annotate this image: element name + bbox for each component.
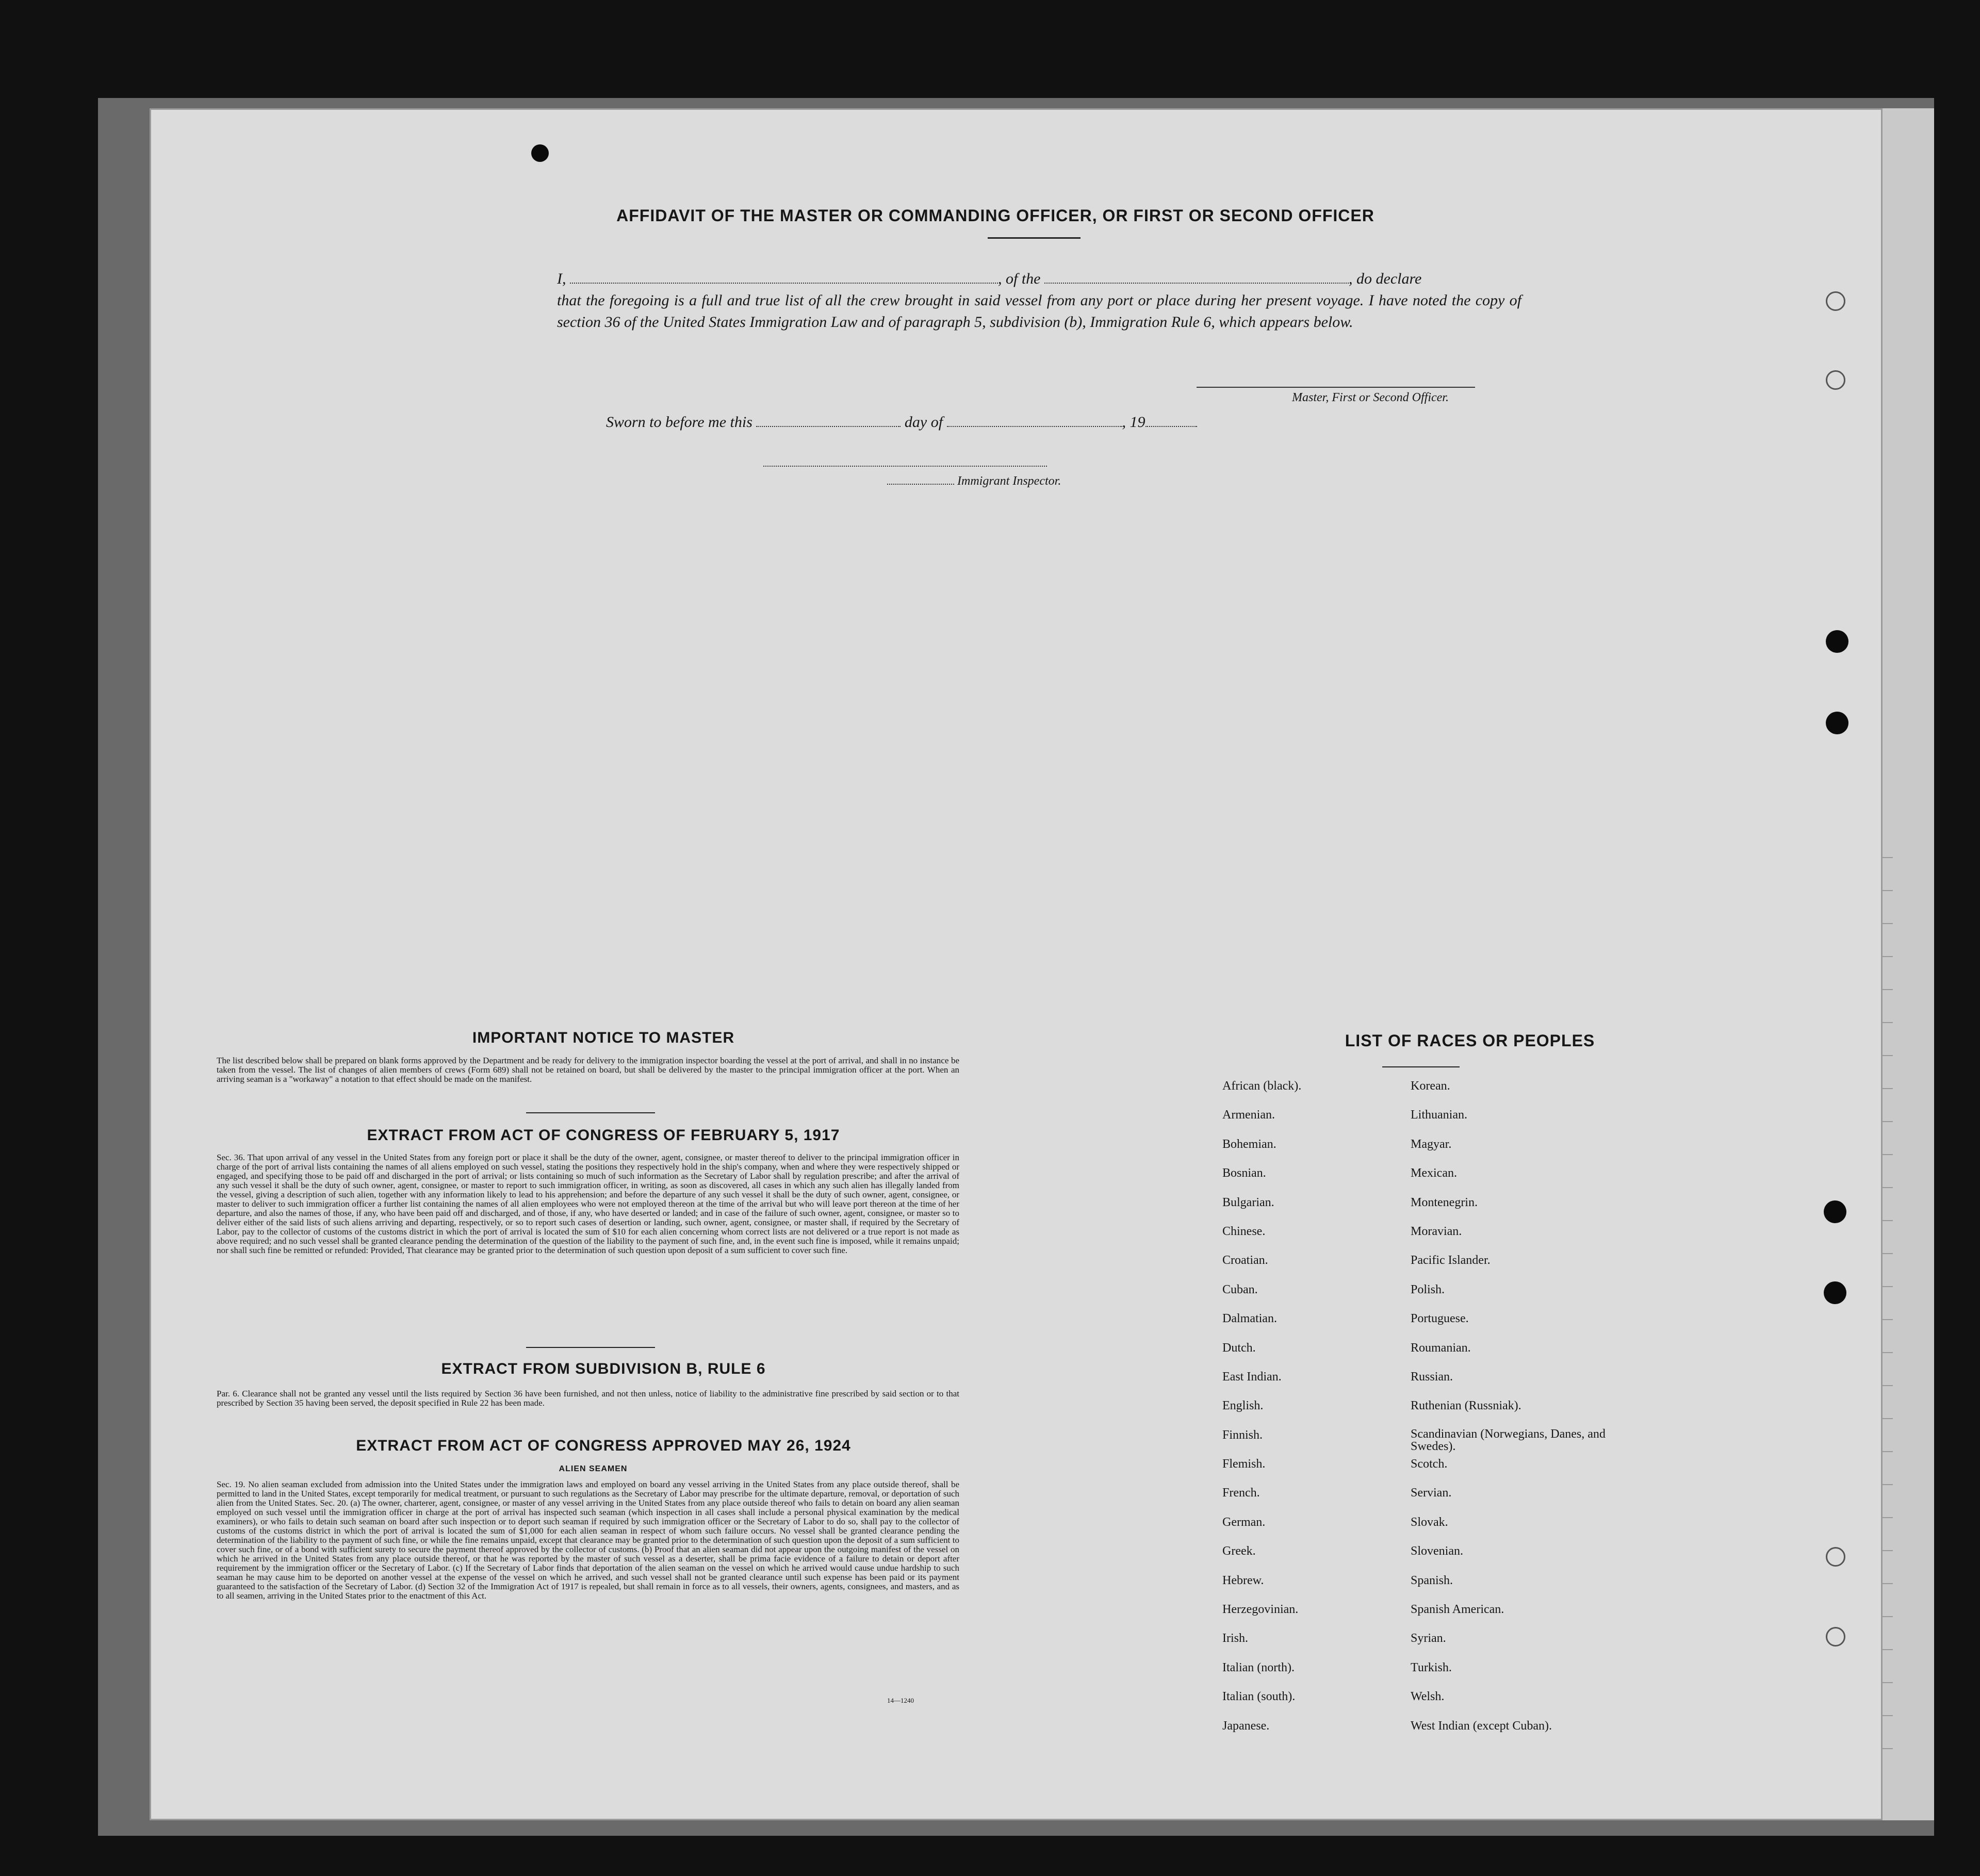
year-label: , 19 bbox=[1122, 414, 1146, 431]
race-item: Polish. bbox=[1411, 1282, 1445, 1296]
name-blank bbox=[570, 269, 998, 284]
race-item: Bosnian. bbox=[1222, 1166, 1266, 1180]
race-item: French. bbox=[1222, 1486, 1260, 1500]
race-item: English. bbox=[1222, 1399, 1264, 1413]
race-item: Flemish. bbox=[1222, 1457, 1266, 1471]
race-item: Hebrew. bbox=[1222, 1573, 1264, 1587]
race-item: Lithuanian. bbox=[1411, 1108, 1467, 1122]
race-item: East Indian. bbox=[1222, 1370, 1282, 1384]
extract-rule6-body: Par. 6. Clearance shall not be granted any vessel until the lists required by Section 36 have been furnished, and not then unless, notice of liability to the administrative fine prescribed by said section or to that prescribed by Section 35 having been served, the deposit specified in Rule 22 has been made. bbox=[217, 1389, 959, 1408]
race-item: Herzegovinian. bbox=[1222, 1603, 1299, 1617]
race-item: Ruthenian (Russniak). bbox=[1411, 1399, 1521, 1413]
notice-rule bbox=[526, 1112, 655, 1113]
race-item: Mexican. bbox=[1411, 1166, 1457, 1180]
affidavit-title: AFFIDAVIT OF THE MASTER OR COMMANDING OFFICER, OR FIRST OR SECOND OFFICER bbox=[616, 206, 1374, 225]
race-item: Magyar. bbox=[1411, 1137, 1452, 1151]
race-item: Greek. bbox=[1222, 1544, 1256, 1558]
race-item: Syrian. bbox=[1411, 1632, 1446, 1645]
races-rule bbox=[1382, 1066, 1460, 1067]
do-declare-label: , do declare bbox=[1349, 270, 1422, 287]
extract-1924-subtitle: ALIEN SEAMEN bbox=[559, 1464, 628, 1473]
master-signature-line bbox=[1197, 387, 1475, 388]
day-blank bbox=[756, 413, 901, 427]
extract-rule6-title: EXTRACT FROM SUBDIVISION B, RULE 6 bbox=[441, 1360, 766, 1377]
races-left-column bbox=[1222, 1079, 1408, 1748]
notice-title: IMPORTANT NOTICE TO MASTER bbox=[472, 1029, 735, 1046]
affidavit-body: that the foregoing is a full and true list of all the crew brought in said vessel from any port or place during her present voyage. I have noted the copy of section 36 of the United States Immigration Law and of paragraph 5, subdivision (b), Immigration Rule 6, which appears below. bbox=[557, 292, 1521, 331]
race-item: Portuguese. bbox=[1411, 1312, 1469, 1326]
race-item: Irish. bbox=[1222, 1632, 1248, 1645]
race-item: Spanish. bbox=[1411, 1573, 1453, 1587]
i-label: I, bbox=[557, 270, 566, 287]
race-item: Welsh. bbox=[1411, 1690, 1445, 1704]
affidavit-title-rule bbox=[988, 237, 1081, 239]
race-item: Armenian. bbox=[1222, 1108, 1275, 1122]
notice-body: The list described below shall be prepared on blank forms approved by the Department and be ready for delivery to the immigration inspector boarding the vessel at the port of arrival, and shall in no instance be taken from the vessel. The list of changes of alien members of crews (Form 689) shall not be retained on board, but shall be delivered by the master to the principal immigration officer at the port. When an arriving seaman is a "workaway" a notation to that effect should be made on the manifest. bbox=[217, 1056, 959, 1084]
race-item: Pacific Islander. bbox=[1411, 1254, 1491, 1268]
day-of-label: day of bbox=[904, 414, 943, 431]
inspector-signature-line bbox=[763, 466, 1047, 467]
race-item: Bulgarian. bbox=[1222, 1195, 1274, 1209]
punch-hole bbox=[1826, 630, 1848, 653]
race-item: Chinese. bbox=[1222, 1224, 1266, 1238]
race-item: Moravian. bbox=[1411, 1224, 1462, 1238]
bleed-through-text bbox=[392, 474, 401, 490]
form-number: 14—1240 bbox=[887, 1697, 914, 1704]
punch-hole bbox=[1826, 291, 1845, 311]
of-the-label: , of the bbox=[998, 270, 1041, 287]
punch-hole bbox=[1824, 1281, 1846, 1304]
punch-hole bbox=[1826, 370, 1845, 390]
race-item: Slovak. bbox=[1411, 1515, 1448, 1529]
inspector-caption: Immigrant Inspector. bbox=[957, 474, 1061, 488]
race-item: Italian (north). bbox=[1222, 1660, 1295, 1674]
race-item: Dutch. bbox=[1222, 1341, 1256, 1355]
extract-1924-title: EXTRACT FROM ACT OF CONGRESS APPROVED MAY 26, 1924 bbox=[356, 1437, 851, 1454]
race-item: Roumanian. bbox=[1411, 1341, 1471, 1355]
punch-hole bbox=[531, 144, 549, 162]
vessel-blank bbox=[1044, 269, 1349, 284]
inspector-dots bbox=[887, 475, 954, 485]
extract-1924-body: Sec. 19. No alien seaman excluded from admission into the United States under the immigration laws and employed on board any vessel arriving in the United States from any place outside thereof, shall be permitted to land in the United States, except temporarily for medical treatment, or pursuant to such regulations as the Secretary of Labor may prescribe for the ultimate departure, removal, or deportation of such alien from the United States. Sec. 20. (a) The owner, charterer, agent, consignee, or master of any vessel arriving in the United States from any place outside thereof who fails to detain on board any alien seaman employed on such vessel until the immigration officer in charge at the port of arrival has inspected such seaman (which inspection in all cases shall include a personal physical examination by the medical examiners), or who fails to detain such seaman on board after such inspection or to deport such seaman if required by such immigration officer or the Secretary of Labor to do so, shall pay to the collector of customs of the customs district in which the port of arrival is located the sum of $1,000 for each alien seaman in respect of whom such failure occurs. No vessel shall be granted clearance pending the determination of the liability to the payment of such fine, or while the fine remains unpaid, except that clearance may be granted prior to the determination of such question upon the deposit of a sum sufficient to cover such fine, or of a bond with sufficient surety to secure the payment thereof approved by the collector of customs. (b) Proof that an alien seaman did not appear upon the outgoing manifest of the vessel on which he arrived in the United States from any place outside thereof, or that he was reported by the master of such vessel as a deserter, shall be prima facie evidence of a failure to detain or deport after requirement by the immigration officer or the Secretary of Labor. (c) If the Secretary of Labor finds that deportation of the alien seaman on the vessel on which he arrived would cause undue hardship to such seaman he may cause him to be deported on another vessel at the expense of the vessel on which he arrived, and such vessel shall not be granted clearance until such expense has been paid or its payment guaranteed to the satisfaction of the Secretary of Labor. (d) Section 32 of the Immigration Act of 1917 is repealed, but shall remain in force as to all vessels, their owners, agents, consignees, and masters, and as to all seamen, arriving in the United States prior to the enactment of this Act. bbox=[217, 1479, 959, 1601]
year-blank bbox=[1146, 413, 1197, 427]
race-item: Slovenian. bbox=[1411, 1544, 1463, 1558]
sworn-label: Sworn to before me this bbox=[606, 414, 752, 431]
extract-1917-title: EXTRACT FROM ACT OF CONGRESS OF FEBRUARY 5, 1917 bbox=[367, 1127, 840, 1144]
punch-hole bbox=[1826, 712, 1848, 734]
punch-hole bbox=[1826, 1547, 1845, 1567]
race-item: Korean. bbox=[1411, 1079, 1450, 1093]
race-item: Spanish American. bbox=[1411, 1603, 1504, 1617]
race-item: African (black). bbox=[1222, 1079, 1302, 1093]
inspector-signature-caption bbox=[887, 474, 1061, 488]
punch-hole bbox=[1824, 1200, 1846, 1223]
extract-1917-rule bbox=[526, 1347, 655, 1348]
race-item: Scotch. bbox=[1411, 1457, 1448, 1471]
race-item: Bohemian. bbox=[1222, 1137, 1277, 1151]
race-item: Turkish. bbox=[1411, 1660, 1452, 1674]
punch-hole bbox=[1826, 1627, 1845, 1647]
race-item: Japanese. bbox=[1222, 1719, 1270, 1733]
race-item: Cuban. bbox=[1222, 1282, 1258, 1296]
affidavit-text bbox=[557, 268, 1521, 333]
races-title: LIST OF RACES OR PEOPLES bbox=[1345, 1031, 1595, 1050]
race-item: Italian (south). bbox=[1222, 1690, 1296, 1704]
race-item: Scandinavian (Norwegians, Danes, and Swedes). bbox=[1411, 1427, 1606, 1453]
race-item: Croatian. bbox=[1222, 1254, 1268, 1268]
race-item: German. bbox=[1222, 1515, 1266, 1529]
races-right-column bbox=[1411, 1079, 1627, 1748]
race-item: West Indian (except Cuban). bbox=[1411, 1719, 1552, 1733]
master-signature-caption: Master, First or Second Officer. bbox=[1292, 391, 1449, 404]
race-item: Montenegrin. bbox=[1411, 1195, 1478, 1209]
month-blank bbox=[947, 413, 1122, 427]
extract-1917-body: Sec. 36. That upon arrival of any vessel in the United States from any foreign port or place it shall be the duty of the owner, agent, consignee, or master thereof to deliver to the principal immigration officer in charge of the port of arrival lists containing the names of all aliens employed on such vessel, stating the positions they respectively hold in the ship's company, when and where they were respectively shipped or engaged, and specifying those to be paid off and discharged in the port of arrival; or lists containing so much of such information as the Secretary of Labor shall by regulation prescribe; and after the arrival of any such vessel it shall be the duty of such owner, agent, consignee, or master to report to such immigration officer, in writing, as soon as discovered, all cases in which any such alien has illegally landed from the vessel, giving a description of such alien, together with any information likely to lead to his apprehension; and before the departure of any such vessel it shall be the duty of such owner, agent, consignee, or master to deliver to such immigration officer a further list containing the names of all alien employees who were not employed thereon at the time of the arrival but who will leave port thereon at the time of her departure, and also the names of those, if any, who have been paid off and discharged, and of those, if any, who have deserted or landed; and in case of the failure of such owner, agent, consignee, or master so to deliver either of the said lists of such aliens arriving and departing, respectively, or so to report such cases of desertion or landing, such owner, agent, consignee, or master shall, if required by the Secretary of Labor, pay to the collector of customs of the customs district in which the port of arrival is located the sum of $10 for each alien concerning whom correct lists are not delivered or a true report is not made as above required; and no such vessel shall be granted clearance pending the determination of the question of the liability to the payment of such fine, and, in the event such fine is imposed, while it remains unpaid; nor shall such fine be remitted or refunded: Provided, That clearance may be granted prior to the determination of such question upon deposit of a sum sufficient to cover such fine. bbox=[217, 1153, 959, 1255]
race-item: Dalmatian. bbox=[1222, 1312, 1277, 1326]
race-item: Servian. bbox=[1411, 1486, 1452, 1500]
race-item: Finnish. bbox=[1222, 1428, 1263, 1442]
race-item: Russian. bbox=[1411, 1370, 1453, 1384]
sworn-line bbox=[606, 413, 1197, 431]
